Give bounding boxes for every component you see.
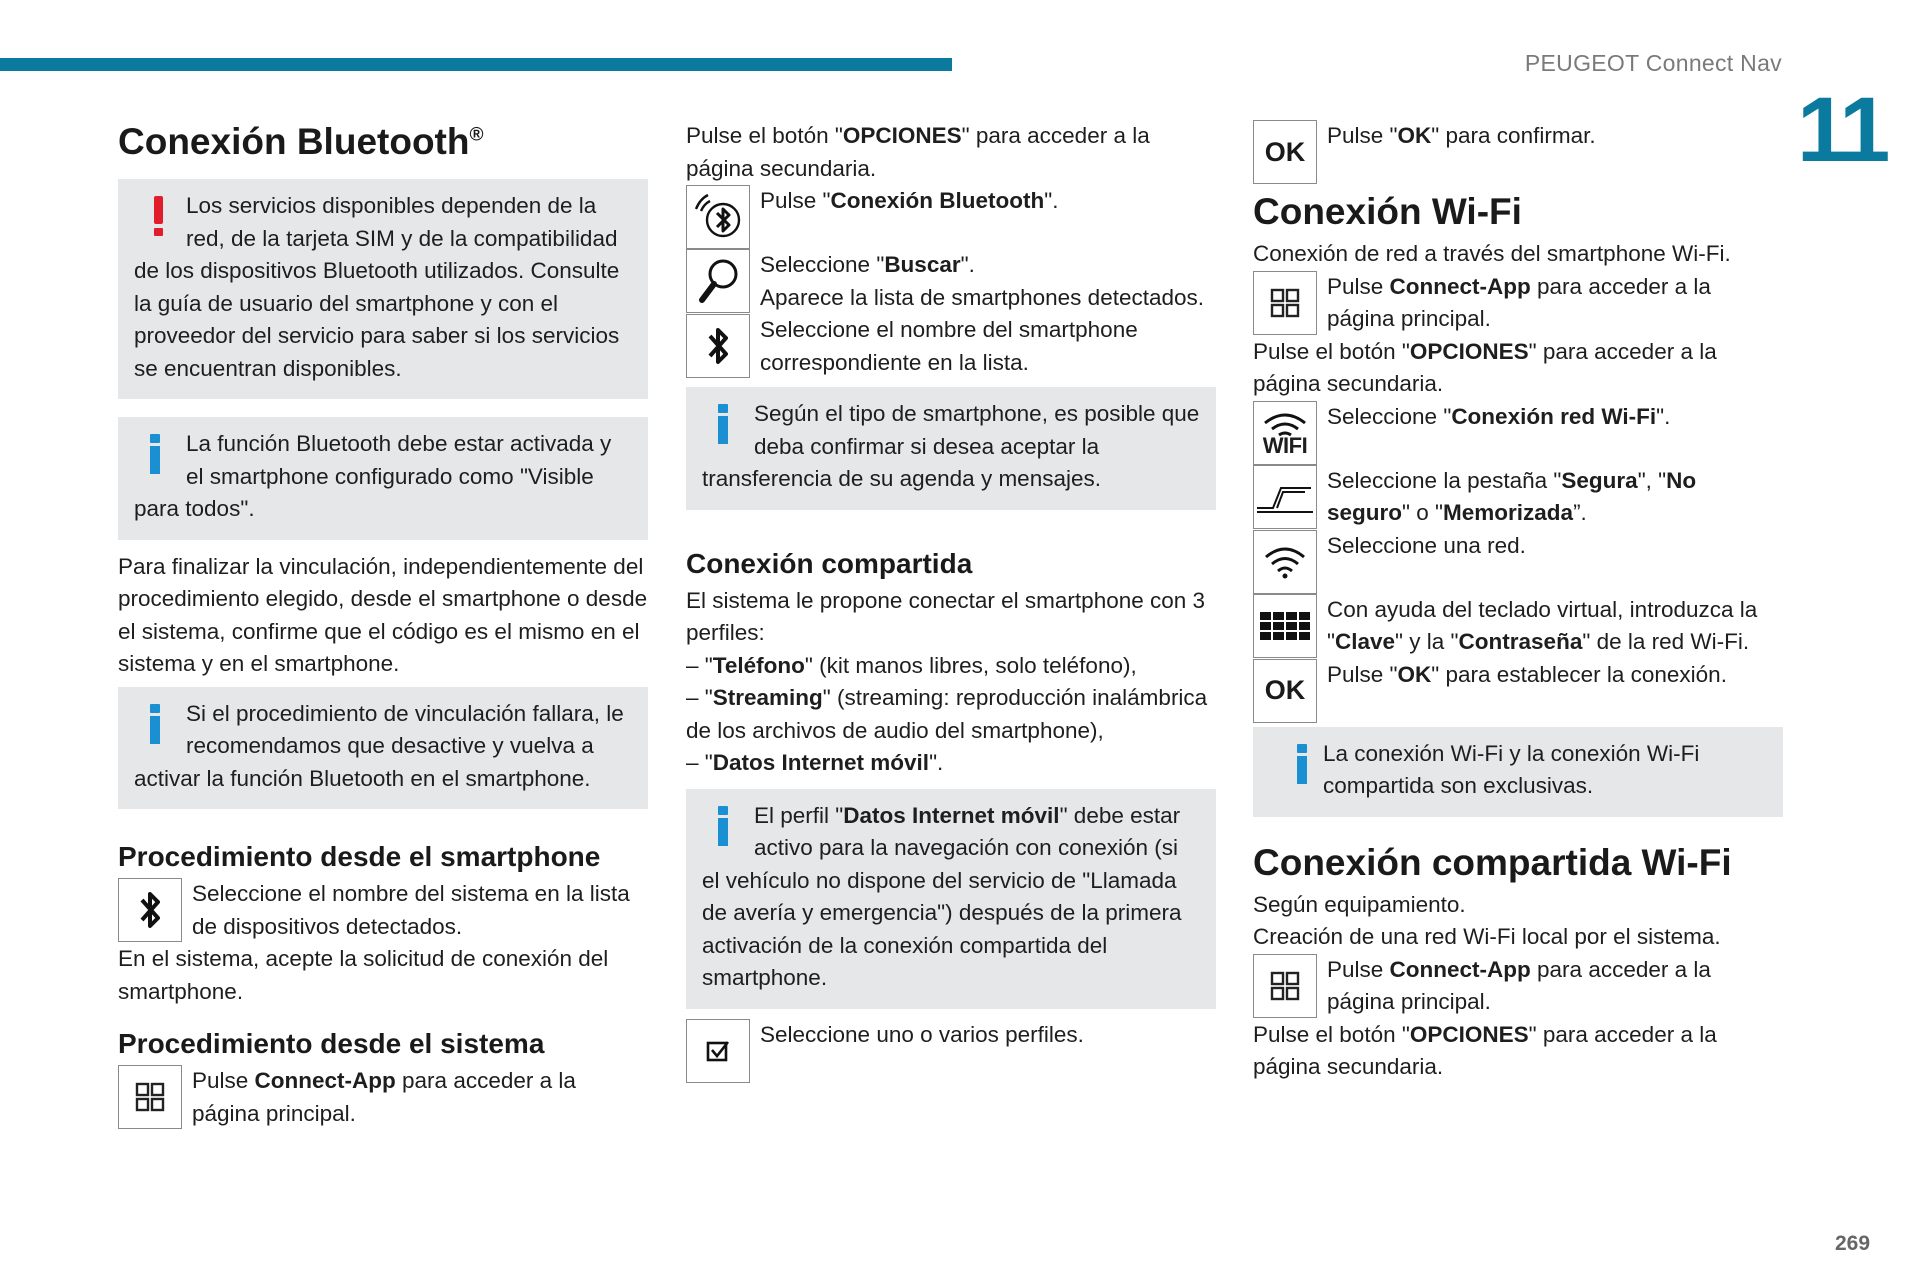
info-icon [1281, 738, 1313, 786]
step-tab-select: Seleccione la pestaña "Segura", "No seguro" o "Memorizada”. [1253, 465, 1783, 530]
ok-icon: OK [1253, 120, 1317, 184]
info-note-agenda: Según el tipo de smartphone, es posible que deba confirmar si desea aceptar la transferencia de su agenda y mensajes. [686, 387, 1216, 510]
step-smartphone-bluetooth: Seleccione el nombre del sistema en la lista de dispositivos detectados. [118, 878, 648, 943]
bluetooth-icon [118, 878, 182, 942]
warning-note: Los servicios disponibles dependen de la red, de la tarjeta SIM y de la compatibilidad de los dispositivos Bluetooth utilizados. Consulte la guía de usuario del smartphone y con el proveedor del servicio para saber si los servicios se encuentran disponibles. [118, 179, 648, 399]
subheading-smartphone: Procedimiento desde el smartphone [118, 841, 601, 872]
column-2: Pulse el botón "OPCIONES" para acceder a la página secundaria. Pulse "Conexión Bluetooth". Seleccione "Buscar". Aparece la lista de smartphones detectados. Seleccione el nombre del smartphone correspondiente en la lista. Según el tipo de smartphone, es posible que deba confirmar si desea aceptar la transferencia de su agenda y mensajes. Conexión compartida El sistema le propone conectar el smartphone con 3 perfiles: – "Teléfono" (kit manos libres, solo teléfono), – "Streaming" (streaming: reproducción inalámbrica de los archivos de audio del smartphone), – "Datos Internet móvil". El perfil "Datos Internet móvil" debe estar activo para la navegación con conexión (si el vehículo no dispone del servicio de "Llamada de avería y emergencia") después de la primera activación de la conexión compartida del smartphone. Seleccione uno o varios perfiles. [686, 120, 1216, 1083]
step-bluetooth-connection: Pulse "Conexión Bluetooth". [686, 185, 1216, 249]
checkbox-icon [686, 1019, 750, 1083]
tab-icon [1253, 465, 1317, 529]
apps-grid-icon [1253, 954, 1317, 1018]
pairing-paragraph: Para finalizar la vinculación, independientemente del procedimiento elegido, desde el smartphone o desde el sistema, confirme que el código es el mismo en el sistema y en el smartphone. [118, 553, 648, 676]
info-note-perfil: El perfil "Datos Internet móvil" debe estar activo para la navegación con conexión (si el vehículo no dispone del servicio de "Llamada de avería y emergencia") después de la primera activación de la conexión compartida del smartphone. [686, 789, 1216, 1009]
step-connect-app: Pulse Connect-App para acceder a la página principal. [1253, 271, 1783, 336]
step-select-network: Seleccione una red. [1253, 530, 1783, 594]
apps-grid-icon [1253, 271, 1317, 335]
info-icon [702, 398, 748, 446]
profile-datos: – "Datos Internet móvil". [686, 750, 944, 775]
bluetooth-icon [686, 314, 750, 378]
step-ok-connect: OK Pulse "OK" para establecer la conexión. [1253, 659, 1783, 723]
section-title-wifi: Conexión Wi-Fi [1253, 191, 1522, 232]
step-select-smartphone: Seleccione el nombre del smartphone correspondiente en la lista. [686, 314, 1216, 379]
profile-streaming: – "Streaming" (streaming: reproducción inalámbrica de los archivos de audio del smartphone), [686, 685, 1208, 743]
step-wifi-network: WIFI Seleccione "Conexión red Wi-Fi". [1253, 401, 1783, 465]
wifi-label-icon: WIFI [1253, 401, 1317, 465]
ok-icon: OK [1253, 659, 1317, 723]
step-connect-app-2: Pulse Connect-App para acceder a la página principal. [1253, 954, 1783, 1019]
apps-grid-icon [118, 1065, 182, 1129]
section-title-wifi-shared: Conexión compartida Wi-Fi [1253, 841, 1732, 883]
step-select-profiles: Seleccione uno o varios perfiles. [686, 1019, 1216, 1083]
wifi-icon [1253, 530, 1317, 594]
info-icon [134, 428, 180, 476]
info-note-retry: Si el procedimiento de vinculación fallara, le recomendamos que desactive y vuelva a activar la función Bluetooth en el smartphone. [118, 687, 648, 810]
page-number: 269 [1835, 1232, 1871, 1255]
section-title-bluetooth: Conexión Bluetooth® [118, 121, 484, 162]
subheading-conexion-compartida: Conexión compartida [686, 547, 973, 579]
keyboard-icon [1253, 594, 1317, 658]
column-1: Conexión Bluetooth® Los servicios disponibles dependen de la red, de la tarjeta SIM y de la compatibilidad de los dispositivos Bluetooth utilizados. Consulte la guía de usuario del smartphone y con el proveedor del servicio para saber si los servicios se encuentran disponibles. La función Bluetooth debe estar activada y el smartphone configurado como "Visible para todos". Para finalizar la vinculación, independientemente del procedimiento elegido, desde el smartphone o desde el sistema, confirme que el código es el mismo en el sistema y en el smartphone. Si el procedimiento de vinculación fallara, le recomendamos que desactive y vuelva a activar la función Bluetooth en el smartphone. Procedimiento desde el smartphone Seleccione el nombre del sistema en la lista de dispositivos detectados. En el sistema, acepte la solicitud de conexión del smartphone. Procedimiento desde el sistema Pulse Connect-App para acceder a la página principal. [118, 120, 648, 1130]
bluetooth-connection-icon [686, 185, 750, 249]
info-note-visible: La función Bluetooth debe estar activada y el smartphone configurado como "Visible para todos". [118, 417, 648, 540]
header-accent-bar [0, 58, 952, 71]
profile-telefono: – "Teléfono" (kit manos libres, solo teléfono), [686, 652, 1137, 678]
info-note-exclusive: La conexión Wi-Fi y la conexión Wi-Fi compartida son exclusivas. [1253, 727, 1783, 817]
info-icon [134, 698, 180, 746]
info-icon [702, 800, 748, 848]
step-keyboard: Con ayuda del teclado virtual, introduzca la "Clave" y la "Contraseña" de la red Wi-Fi. [1253, 594, 1783, 659]
chapter-number: 11 [1797, 79, 1887, 181]
subheading-sistema: Procedimiento desde el sistema [118, 1028, 545, 1059]
step-ok-confirm: OK Pulse "OK" para confirmar. [1253, 120, 1783, 184]
search-icon [686, 249, 750, 313]
column-3: OK Pulse "OK" para confirmar. Conexión Wi-Fi Conexión de red a través del smartphone Wi-Fi. Pulse Connect-App para acceder a la página principal. Pulse el botón "OPCIONES" para acceder a la página secundaria. WIFI Seleccione "Conexión red Wi-Fi". Seleccione la pestaña "Segura", "No seguro" o "Memorizada”. Seleccione una red. Con ayuda del teclado virtual, introduzca la "Clave" y la "Contraseña" de la red Wi-Fi. OK Pulse "OK" para establecer la conexión. La conexión Wi-Fi y la conexión Wi-Fi compartida son exclusivas. Conexión compartida Wi-Fi Según equipamiento. Creación de una red Wi-Fi local por el sistema. Pulse Connect-App para acceder a la página principal. Pulse el botón "OPCIONES" para acceder a la página secundaria. [1253, 120, 1783, 1084]
step-sistema-connect-app: Pulse Connect-App para acceder a la página principal. [118, 1065, 648, 1130]
step-search: Seleccione "Buscar". Aparece la lista de smartphones detectados. [686, 249, 1216, 314]
warning-icon [134, 190, 180, 238]
header-brand: PEUGEOT Connect Nav [1524, 50, 1782, 76]
